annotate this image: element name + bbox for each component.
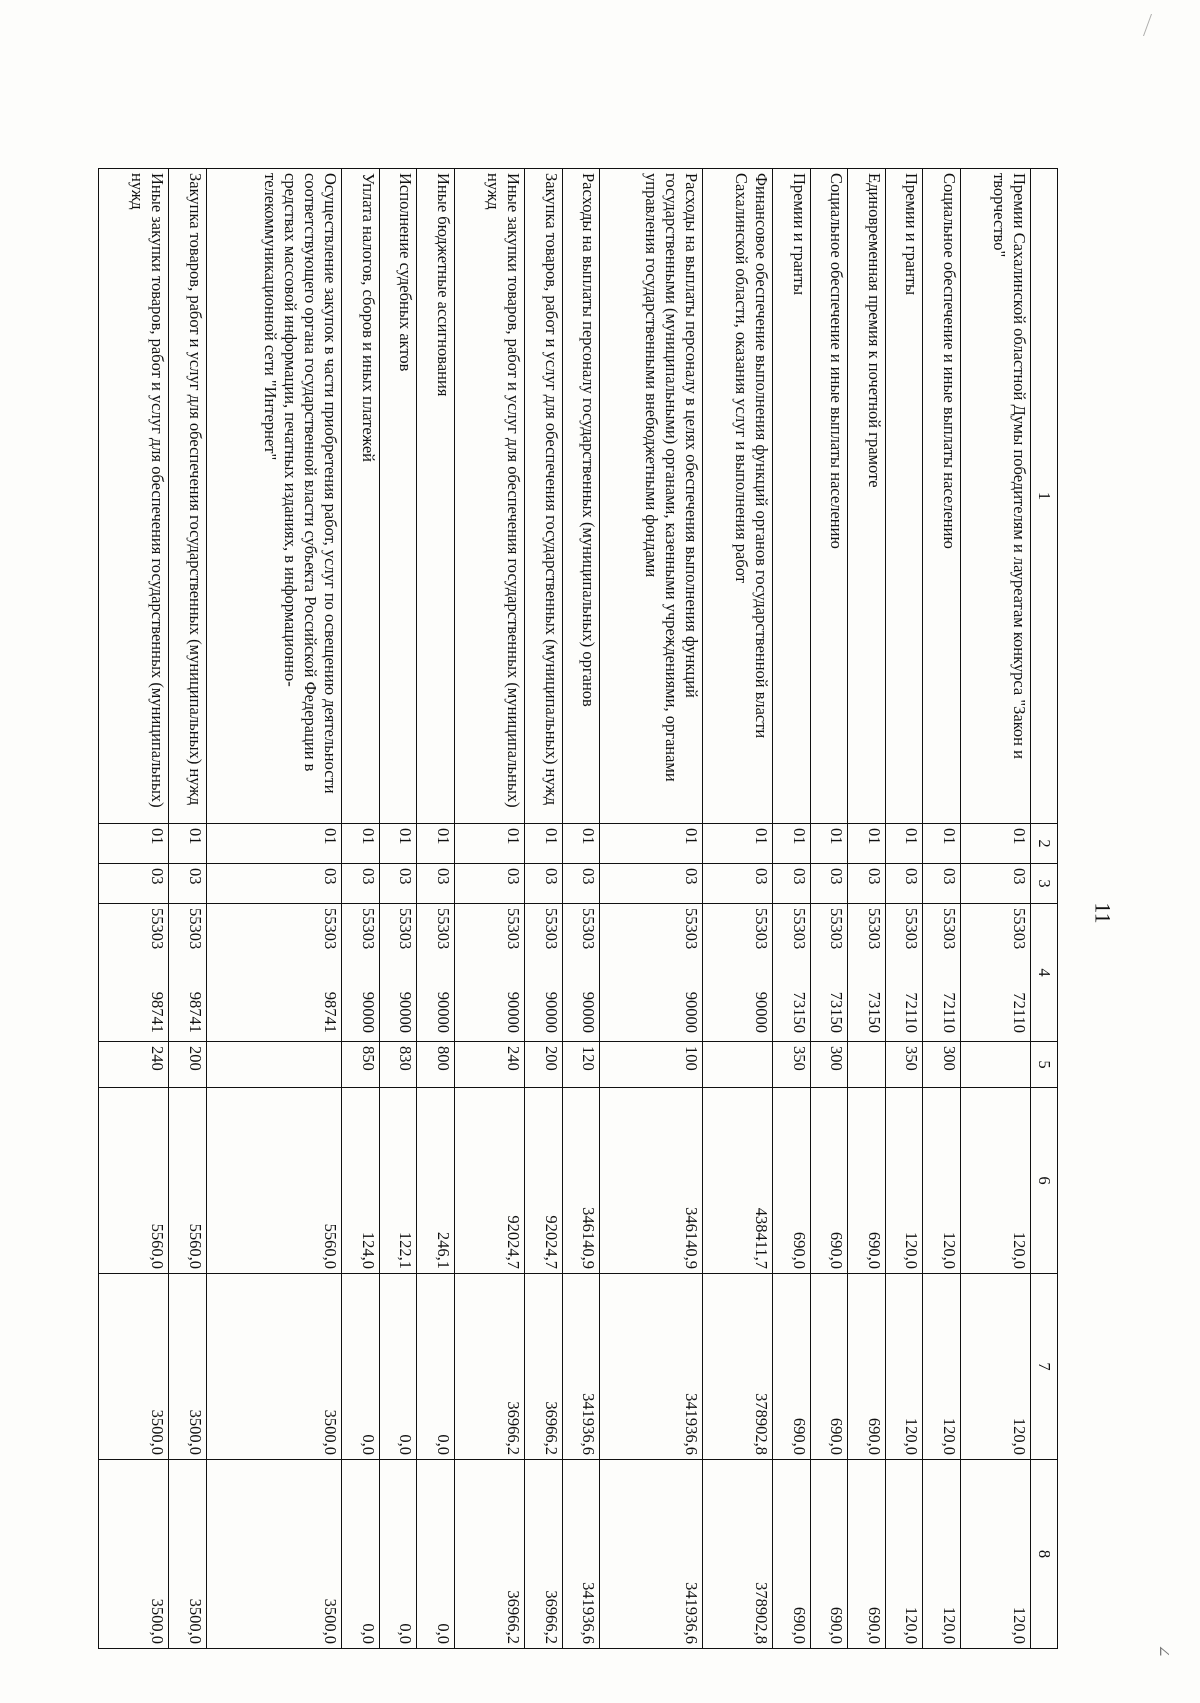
row-value-col7-cell: 341936,6 (600, 1274, 703, 1460)
row-target-article-cell (885, 904, 923, 1042)
row-name-cell: Иные закупки товаров, работ и услуг для обеспечения государственных (муниципальных) нужд (99, 169, 169, 824)
row-expense-type-cell: 800 (417, 1042, 455, 1088)
row-value-col6-cell: 120,0 (960, 1088, 1030, 1274)
row-section-cell: 01 (960, 824, 1030, 864)
row-name-cell: Социальное обеспечение и иные выплаты населению (810, 169, 848, 824)
header-col-8: 8 (1030, 1460, 1057, 1649)
row-target-article-part1: 55303 (185, 908, 205, 950)
table-row (885, 169, 923, 1649)
row-expense-type-cell: 120 (562, 1042, 600, 1088)
header-col-7: 7 (1030, 1274, 1057, 1460)
row-value-col7-cell: 120,0 (960, 1274, 1030, 1460)
row-section-cell: 01 (810, 824, 848, 864)
row-expense-type-cell: 100 (600, 1042, 703, 1088)
row-name-cell: Уплата налогов, сборов и иных платежей (342, 169, 380, 824)
row-expense-type-cell: 350 (885, 1042, 923, 1088)
table-row (810, 169, 848, 1649)
row-target-article-part1: 55303 (902, 908, 922, 950)
row-subsection-cell: 03 (379, 864, 417, 904)
table-row (417, 169, 455, 1649)
row-target-article-part2: 90000 (541, 991, 561, 1033)
row-target-article-cell (923, 904, 961, 1042)
row-section-cell: 01 (562, 824, 600, 864)
row-target-article-cell (960, 904, 1030, 1042)
row-value-col6-cell: 690,0 (810, 1088, 848, 1274)
row-target-article-cell (206, 904, 342, 1042)
row-value-col7-cell: 0,0 (379, 1274, 417, 1460)
budget-table-rotated (98, 168, 1058, 1648)
table-row (525, 169, 563, 1649)
table-body (99, 169, 1031, 1649)
row-value-col7-cell: 690,0 (773, 1274, 811, 1460)
table-row (342, 169, 380, 1649)
row-section-cell: 01 (417, 824, 455, 864)
row-value-col8-cell: 341936,6 (562, 1460, 600, 1649)
row-subsection-cell: 03 (960, 864, 1030, 904)
row-target-article-part1: 55303 (864, 908, 884, 950)
row-target-article-part2: 90000 (752, 991, 772, 1033)
row-value-col8-cell: 3500,0 (206, 1460, 342, 1649)
row-target-article-cell (848, 904, 886, 1042)
row-name-cell: Иные закупки товаров, работ и услуг для обеспечения государственных (муниципальных) нужд (454, 169, 524, 824)
row-target-article-cell (379, 904, 417, 1042)
row-section-cell: 01 (525, 824, 563, 864)
row-subsection-cell: 03 (600, 864, 703, 904)
row-value-col7-cell: 120,0 (923, 1274, 961, 1460)
row-subsection-cell: 03 (417, 864, 455, 904)
row-subsection-cell: 03 (923, 864, 961, 904)
row-expense-type-cell (960, 1042, 1030, 1088)
row-target-article-cell (454, 904, 524, 1042)
table-row (169, 169, 207, 1649)
row-value-col7-cell: 690,0 (848, 1274, 886, 1460)
scan-artifact-glyph: ∠ (1154, 1644, 1172, 1658)
row-value-col8-cell: 341936,6 (600, 1460, 703, 1649)
table-row (702, 169, 772, 1649)
row-value-col6-cell: 122,1 (379, 1088, 417, 1274)
row-target-article-cell (773, 904, 811, 1042)
row-subsection-cell: 03 (702, 864, 772, 904)
scan-artifact-mark (1143, 14, 1166, 36)
table-row (600, 169, 703, 1649)
row-target-article-part2: 72110 (902, 992, 922, 1033)
row-target-article-cell (562, 904, 600, 1042)
row-target-article-part2: 98741 (321, 991, 341, 1033)
row-value-col7-cell: 120,0 (885, 1274, 923, 1460)
row-value-col8-cell: 36966,2 (525, 1460, 563, 1649)
row-section-cell: 01 (923, 824, 961, 864)
row-value-col7-cell: 3500,0 (99, 1274, 169, 1460)
row-value-col8-cell: 3500,0 (169, 1460, 207, 1649)
header-col-6: 6 (1030, 1088, 1057, 1274)
row-target-article-part2: 98741 (185, 991, 205, 1033)
table-row (960, 169, 1030, 1649)
row-expense-type-cell (206, 1042, 342, 1088)
row-expense-type-cell (702, 1042, 772, 1088)
row-value-col7-cell: 36966,2 (454, 1274, 524, 1460)
row-value-col8-cell: 3500,0 (99, 1460, 169, 1649)
row-value-col7-cell: 0,0 (417, 1274, 455, 1460)
row-value-col8-cell: 120,0 (923, 1460, 961, 1649)
row-name-cell: Иные бюджетные ассигнования (417, 169, 455, 824)
row-name-cell: Расходы на выплаты персоналу в целях обеспечения выполнения функций государственными (муниципальными) органами, казенными учреждениями, органами управления государственными внебюджетными фондами (600, 169, 703, 824)
row-value-col6-cell: 5560,0 (169, 1088, 207, 1274)
row-value-col8-cell: 690,0 (848, 1460, 886, 1649)
row-value-col7-cell: 3500,0 (206, 1274, 342, 1460)
row-target-article-part1: 55303 (579, 908, 599, 950)
row-target-article-part1: 55303 (504, 908, 524, 950)
row-expense-type-cell: 300 (923, 1042, 961, 1088)
row-target-article-part2: 73150 (864, 991, 884, 1033)
row-target-article-part1: 55303 (358, 908, 378, 950)
row-name-cell: Исполнение судебных актов (379, 169, 417, 824)
row-section-cell: 01 (600, 824, 703, 864)
row-target-article-cell (702, 904, 772, 1042)
row-target-article-part1: 55303 (396, 908, 416, 950)
row-subsection-cell: 03 (810, 864, 848, 904)
row-subsection-cell: 03 (454, 864, 524, 904)
row-name-cell: Единовременная премия к почетной грамоте (848, 169, 886, 824)
row-name-cell: Закупка товаров, работ и услуг для обеспечения государственных (муниципальных) нужд (169, 169, 207, 824)
row-expense-type-cell: 200 (525, 1042, 563, 1088)
row-value-col8-cell: 378902,8 (702, 1460, 772, 1649)
row-value-col8-cell: 0,0 (342, 1460, 380, 1649)
row-name-cell: Осуществление закупок в части приобретения работ, услуг по освещению деятельности соответствующего органа государственной власти субъекта Российской Федерации в средствах массовой информации, печатных изданиях, в информационно-телекоммуникационной сети "Интернет" (206, 169, 342, 824)
header-col-3: 3 (1030, 864, 1057, 904)
row-value-col6-cell: 5560,0 (99, 1088, 169, 1274)
row-name-cell: Расходы на выплаты персоналу государственных (муниципальных) органов (562, 169, 600, 824)
row-target-article-cell (169, 904, 207, 1042)
row-value-col7-cell: 341936,6 (562, 1274, 600, 1460)
row-target-article-part1: 55303 (148, 908, 168, 950)
row-target-article-cell (525, 904, 563, 1042)
row-value-col6-cell: 438411,7 (702, 1088, 772, 1274)
row-subsection-cell: 03 (885, 864, 923, 904)
row-subsection-cell: 03 (169, 864, 207, 904)
table-row (773, 169, 811, 1649)
row-value-col6-cell: 246,1 (417, 1088, 455, 1274)
table-row (848, 169, 886, 1649)
row-target-article-part1: 55303 (321, 908, 341, 950)
row-target-article-part2: 72110 (1009, 992, 1029, 1033)
row-target-article-part1: 55303 (433, 908, 453, 950)
row-target-article-part2: 90000 (358, 991, 378, 1033)
row-value-col7-cell: 3500,0 (169, 1274, 207, 1460)
row-value-col6-cell: 690,0 (848, 1088, 886, 1274)
row-section-cell: 01 (206, 824, 342, 864)
row-target-article-part1: 55303 (827, 908, 847, 950)
row-target-article-part2: 90000 (681, 991, 701, 1033)
row-expense-type-cell (848, 1042, 886, 1088)
row-value-col6-cell: 124,0 (342, 1088, 380, 1274)
row-value-col6-cell: 690,0 (773, 1088, 811, 1274)
row-subsection-cell: 03 (848, 864, 886, 904)
row-target-article-part2: 90000 (433, 991, 453, 1033)
row-value-col6-cell: 120,0 (923, 1088, 961, 1274)
row-section-cell: 01 (773, 824, 811, 864)
row-target-article-cell (417, 904, 455, 1042)
row-value-col6-cell: 5560,0 (206, 1088, 342, 1274)
row-value-col6-cell: 92024,7 (525, 1088, 563, 1274)
row-name-cell: Социальное обеспечение и иные выплаты населению (923, 169, 961, 824)
row-target-article-cell (342, 904, 380, 1042)
row-target-article-part1: 55303 (1009, 908, 1029, 950)
row-target-article-part2: 90000 (579, 991, 599, 1033)
row-target-article-part1: 55303 (681, 908, 701, 950)
row-value-col8-cell: 36966,2 (454, 1460, 524, 1649)
row-target-article-part2: 72110 (939, 992, 959, 1033)
row-subsection-cell: 03 (525, 864, 563, 904)
row-value-col6-cell: 346140,9 (562, 1088, 600, 1274)
row-value-col7-cell: 378902,8 (702, 1274, 772, 1460)
row-subsection-cell: 03 (562, 864, 600, 904)
row-value-col7-cell: 690,0 (810, 1274, 848, 1460)
row-target-article-part2: 73150 (789, 991, 809, 1033)
table-row (99, 169, 169, 1649)
row-value-col8-cell: 690,0 (810, 1460, 848, 1649)
row-section-cell: 01 (848, 824, 886, 864)
row-value-col6-cell: 346140,9 (600, 1088, 703, 1274)
row-name-cell: Премии и гранты (885, 169, 923, 824)
header-col-4: 4 (1030, 904, 1057, 1042)
row-value-col8-cell: 120,0 (885, 1460, 923, 1649)
row-expense-type-cell: 240 (454, 1042, 524, 1088)
row-name-cell: Премии Сахалинской областной Думы победителям и лауреатам конкурса "Закон и творчество" (960, 169, 1030, 824)
row-section-cell: 01 (342, 824, 380, 864)
row-subsection-cell: 03 (206, 864, 342, 904)
row-section-cell: 01 (99, 824, 169, 864)
budget-table (98, 168, 1058, 1649)
row-target-article-part1: 55303 (541, 908, 561, 950)
row-value-col8-cell: 0,0 (379, 1460, 417, 1649)
row-subsection-cell: 03 (99, 864, 169, 904)
table-row (206, 169, 342, 1649)
row-subsection-cell: 03 (773, 864, 811, 904)
table-row (454, 169, 524, 1649)
row-expense-type-cell: 300 (810, 1042, 848, 1088)
row-expense-type-cell: 850 (342, 1042, 380, 1088)
row-target-article-part2: 90000 (504, 991, 524, 1033)
row-name-cell: Финансовое обеспечение выполнения функций органов государственной власти Сахалинской области, оказания услуг и выполнения работ (702, 169, 772, 824)
row-target-article-cell (600, 904, 703, 1042)
header-col-1: 1 (1030, 169, 1057, 824)
header-col-2: 2 (1030, 824, 1057, 864)
row-value-col8-cell: 690,0 (773, 1460, 811, 1649)
header-col-5: 5 (1030, 1042, 1057, 1088)
table-row (379, 169, 417, 1649)
page-number: 11 (1090, 902, 1116, 924)
row-target-article-part2: 73150 (827, 991, 847, 1033)
row-value-col8-cell: 120,0 (960, 1460, 1030, 1649)
row-name-cell: Закупка товаров, работ и услуг для обеспечения государственных (муниципальных) нужд (525, 169, 563, 824)
table-row (923, 169, 961, 1649)
table-row (562, 169, 600, 1649)
row-value-col8-cell: 0,0 (417, 1460, 455, 1649)
row-target-article-part1: 55303 (789, 908, 809, 950)
row-value-col6-cell: 92024,7 (454, 1088, 524, 1274)
row-expense-type-cell: 830 (379, 1042, 417, 1088)
row-target-article-cell (99, 904, 169, 1042)
row-value-col7-cell: 0,0 (342, 1274, 380, 1460)
row-target-article-part2: 98741 (148, 991, 168, 1033)
row-value-col7-cell: 36966,2 (525, 1274, 563, 1460)
row-target-article-part1: 55303 (752, 908, 772, 950)
row-section-cell: 01 (885, 824, 923, 864)
row-value-col6-cell: 120,0 (885, 1088, 923, 1274)
row-section-cell: 01 (454, 824, 524, 864)
row-section-cell: 01 (169, 824, 207, 864)
row-expense-type-cell: 240 (99, 1042, 169, 1088)
row-target-article-part2: 90000 (396, 991, 416, 1033)
row-subsection-cell: 03 (342, 864, 380, 904)
row-name-cell: Премии и гранты (773, 169, 811, 824)
row-target-article-cell (810, 904, 848, 1042)
row-expense-type-cell: 200 (169, 1042, 207, 1088)
header-row (1030, 169, 1057, 1649)
row-expense-type-cell: 350 (773, 1042, 811, 1088)
row-target-article-part1: 55303 (939, 908, 959, 950)
row-section-cell: 01 (379, 824, 417, 864)
row-section-cell: 01 (702, 824, 772, 864)
